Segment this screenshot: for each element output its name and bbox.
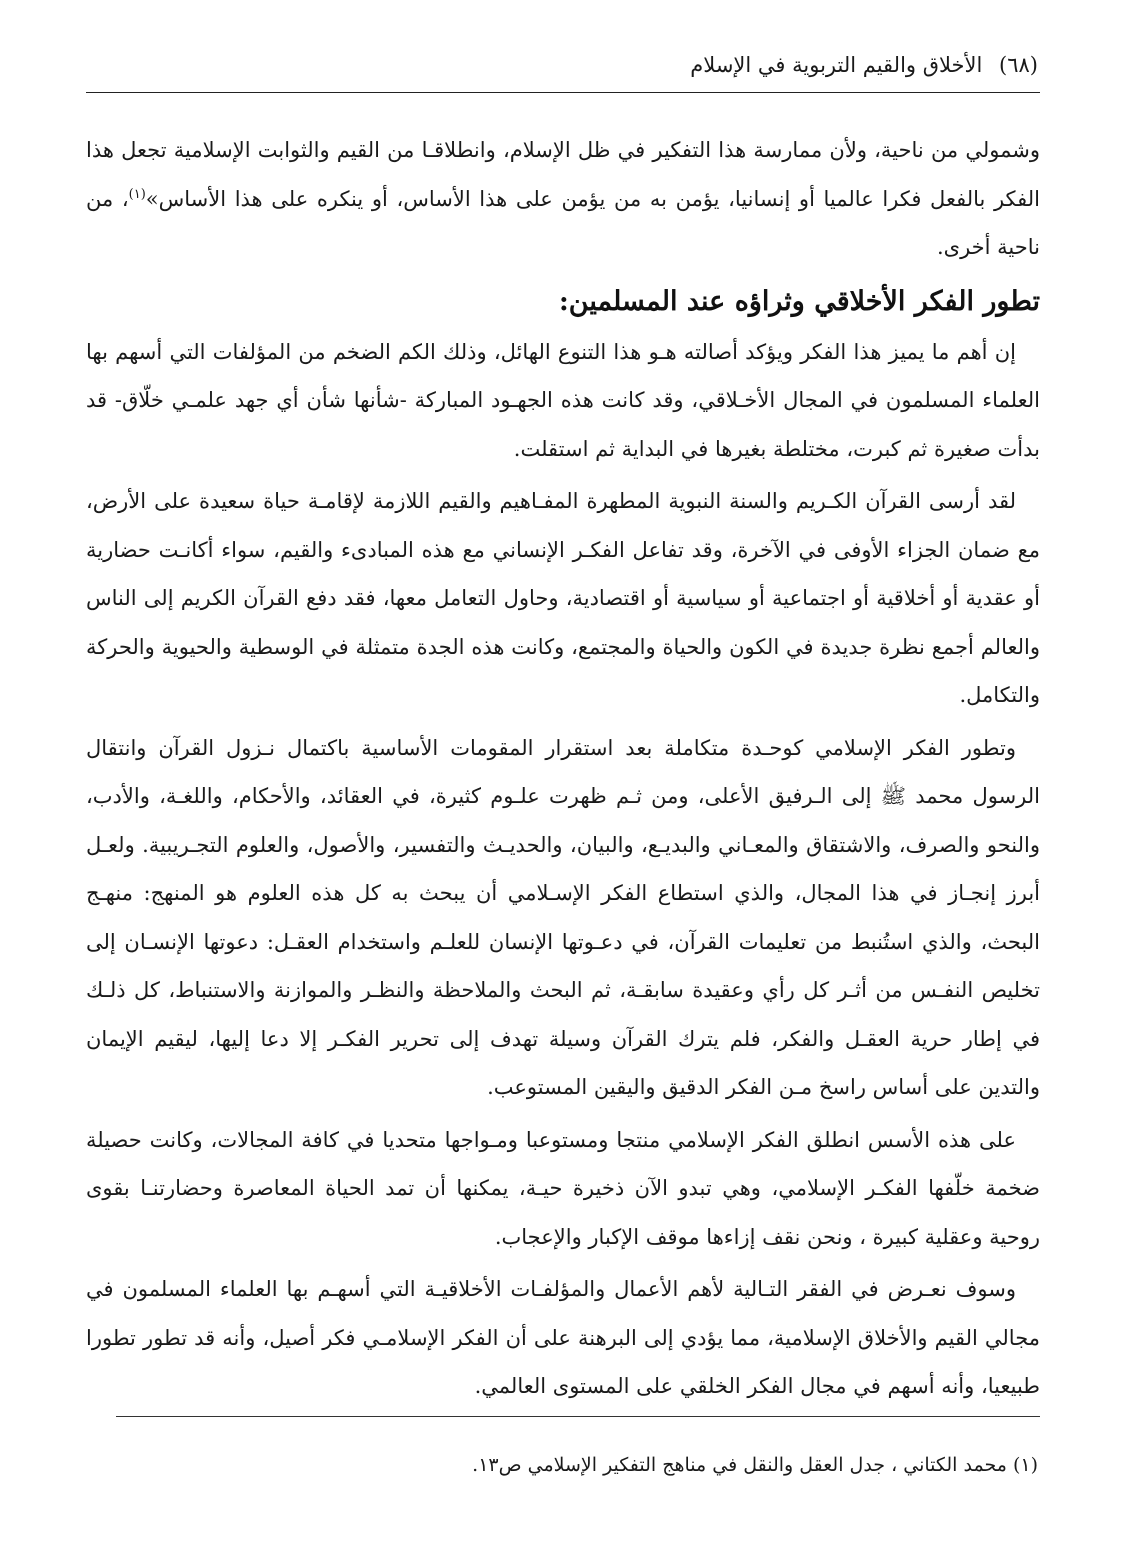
- page-body: [86, 126, 1040, 1415]
- section-heading: تطور الفكر الأخلاقي وثراؤه عند المسلمين:: [558, 285, 1040, 317]
- footnote-text: محمد الكتاني ، جدل العقل والنقل في مناهج التفكير الإسلامي ص١٣.: [472, 1454, 1007, 1476]
- intro-paragraph: [86, 126, 1040, 272]
- running-head: [690, 50, 1038, 80]
- paragraph-1: إن أهم ما يميز هذا الفكر ويؤكد أصالته هـو هذا التنوع الهائل، وذلك الكم الضخم من المؤلفات التي أسهم بها العلماء المسلمون في المجال الأخـلاقي، وقد كانت هذه الجهـود المباركة -شأنها شأن أي جهد علمـي خلّاق- قد بدأت صغيرة ثم كبرت، مختلطة بغيرها في البداية ثم استقلت.: [86, 339, 1040, 461]
- header-rule: [86, 92, 1040, 93]
- intro-text-after-ref: ، من ناحية أخرى.: [86, 186, 1040, 259]
- footnote-separator: [116, 1416, 1040, 1417]
- book-title: الأخلاق والقيم التربوية في الإسلام: [690, 53, 983, 77]
- footnote-reference[interactable]: (١): [128, 186, 146, 202]
- paragraph-3: وتطور الفكر الإسلامي كوحـدة متكاملة بعد استقرار المقومات الأساسية باكتمال نـزول القرآن وانتقال الرسول محمد ﷺ إلى الـرفيق الأعلى، ومن ثـم ظهرت علـوم كثيرة، في العقائد، والأحكام، واللغـة، والأدب، والنحو والصرف، والاشتقاق والمعـاني والبديـع، والبيان، والحديـث والتفسير، والأصول، والعلوم التجـريبية. ولعـل أبرز إنجـاز في هذا المجال، والذي استطاع الفكر الإسـلامي أن يبحث به كل هذه العلوم هو المنهج: منهـج البحث، والذي استُنبط من تعليمات القرآن، في دعـوتها الإنسان للعلـم واستخدام العقـل: دعوتها الإنسـان إلى تخليص النفـس من أثـر كل رأي وعقيدة سابقـة، ثم البحث والملاحظة والنظـر والموازنة والاستنباط، كل ذلـك في إطار حرية العقـل والفكر، فلم يترك القرآن وسيلة تهدف إلى تحرير الفكـر إلا دعا إليها، ليقيم الإيمان والتدين على أساس راسخ مـن الفكر الدقيق واليقين المستوعب.: [86, 735, 1040, 1099]
- paragraph-5: وسوف نعـرض في الفقر التـالية لأهم الأعمال والمؤلفـات الأخلاقيـة التي أسهـم بها العلماء المسلمون في مجالي القيم والأخلاق الإسلامية، مما يؤدي إلى البرهنة على أن الفكر الإسلامـي فكر أصيل، وأنه قد تطور تطورا طبيعيا، وأنه أسهم في مجال الفكر الخلقي على المستوى العالمي.: [86, 1277, 1040, 1398]
- footnote-number: (١): [1012, 1454, 1038, 1476]
- paragraph-4: على هذه الأسس انطلق الفكر الإسلامي منتجا ومستوعبا ومـواجها متحديا في كافة المجالات، وكانت حصيلة ضخمة خلّفها الفكـر الإسلامي، وهي تبدو الآن ذخيرة حيـة، يمكنها أن تمد الحياة المعاصرة وحضارتنـا بقوى روحية وعقلية كبيرة ، ونحن نقف إزاءها موقف الإكبار والإعجاب.: [86, 1127, 1040, 1249]
- footnote: [86, 1450, 1038, 1480]
- page-number: (٦٨): [999, 53, 1038, 77]
- intro-text-before-ref: وشمولي من ناحية، ولأن ممارسة هذا التفكير في ظل الإسلام، وانطلاقـا من القيم والثوابت الإسلامية تجعل هذا الفكر بالفعل فكرا عالميا أو إنسانيا، يؤمن به من يؤمن على هذا الأساس، أو ينكره على هذا الأساس»: [86, 138, 1040, 211]
- paragraph-2: لقد أرسى القرآن الكـريم والسنة النبوية المطهرة المفـاهيم والقيم اللازمة لإقامـة حياة سعيدة على الأرض، مع ضمان الجزاء الأوفى في الآخرة، وقد تفاعل الفكـر الإنساني مع هذه المبادىء والقيم، سواء أكانـت حضارية أو عقدية أو أخلاقية أو اجتماعية أو سياسية أو اقتصادية، وحاول التعامل معها، فقد دفع القرآن الكريم إلى الناس والعالم أجمع نظرة جديدة في الكون والحياة والمجتمع، وكانت هذه الجدة متمثلة في الوسطية والحيوية والحركة والتكامل.: [86, 489, 1040, 707]
